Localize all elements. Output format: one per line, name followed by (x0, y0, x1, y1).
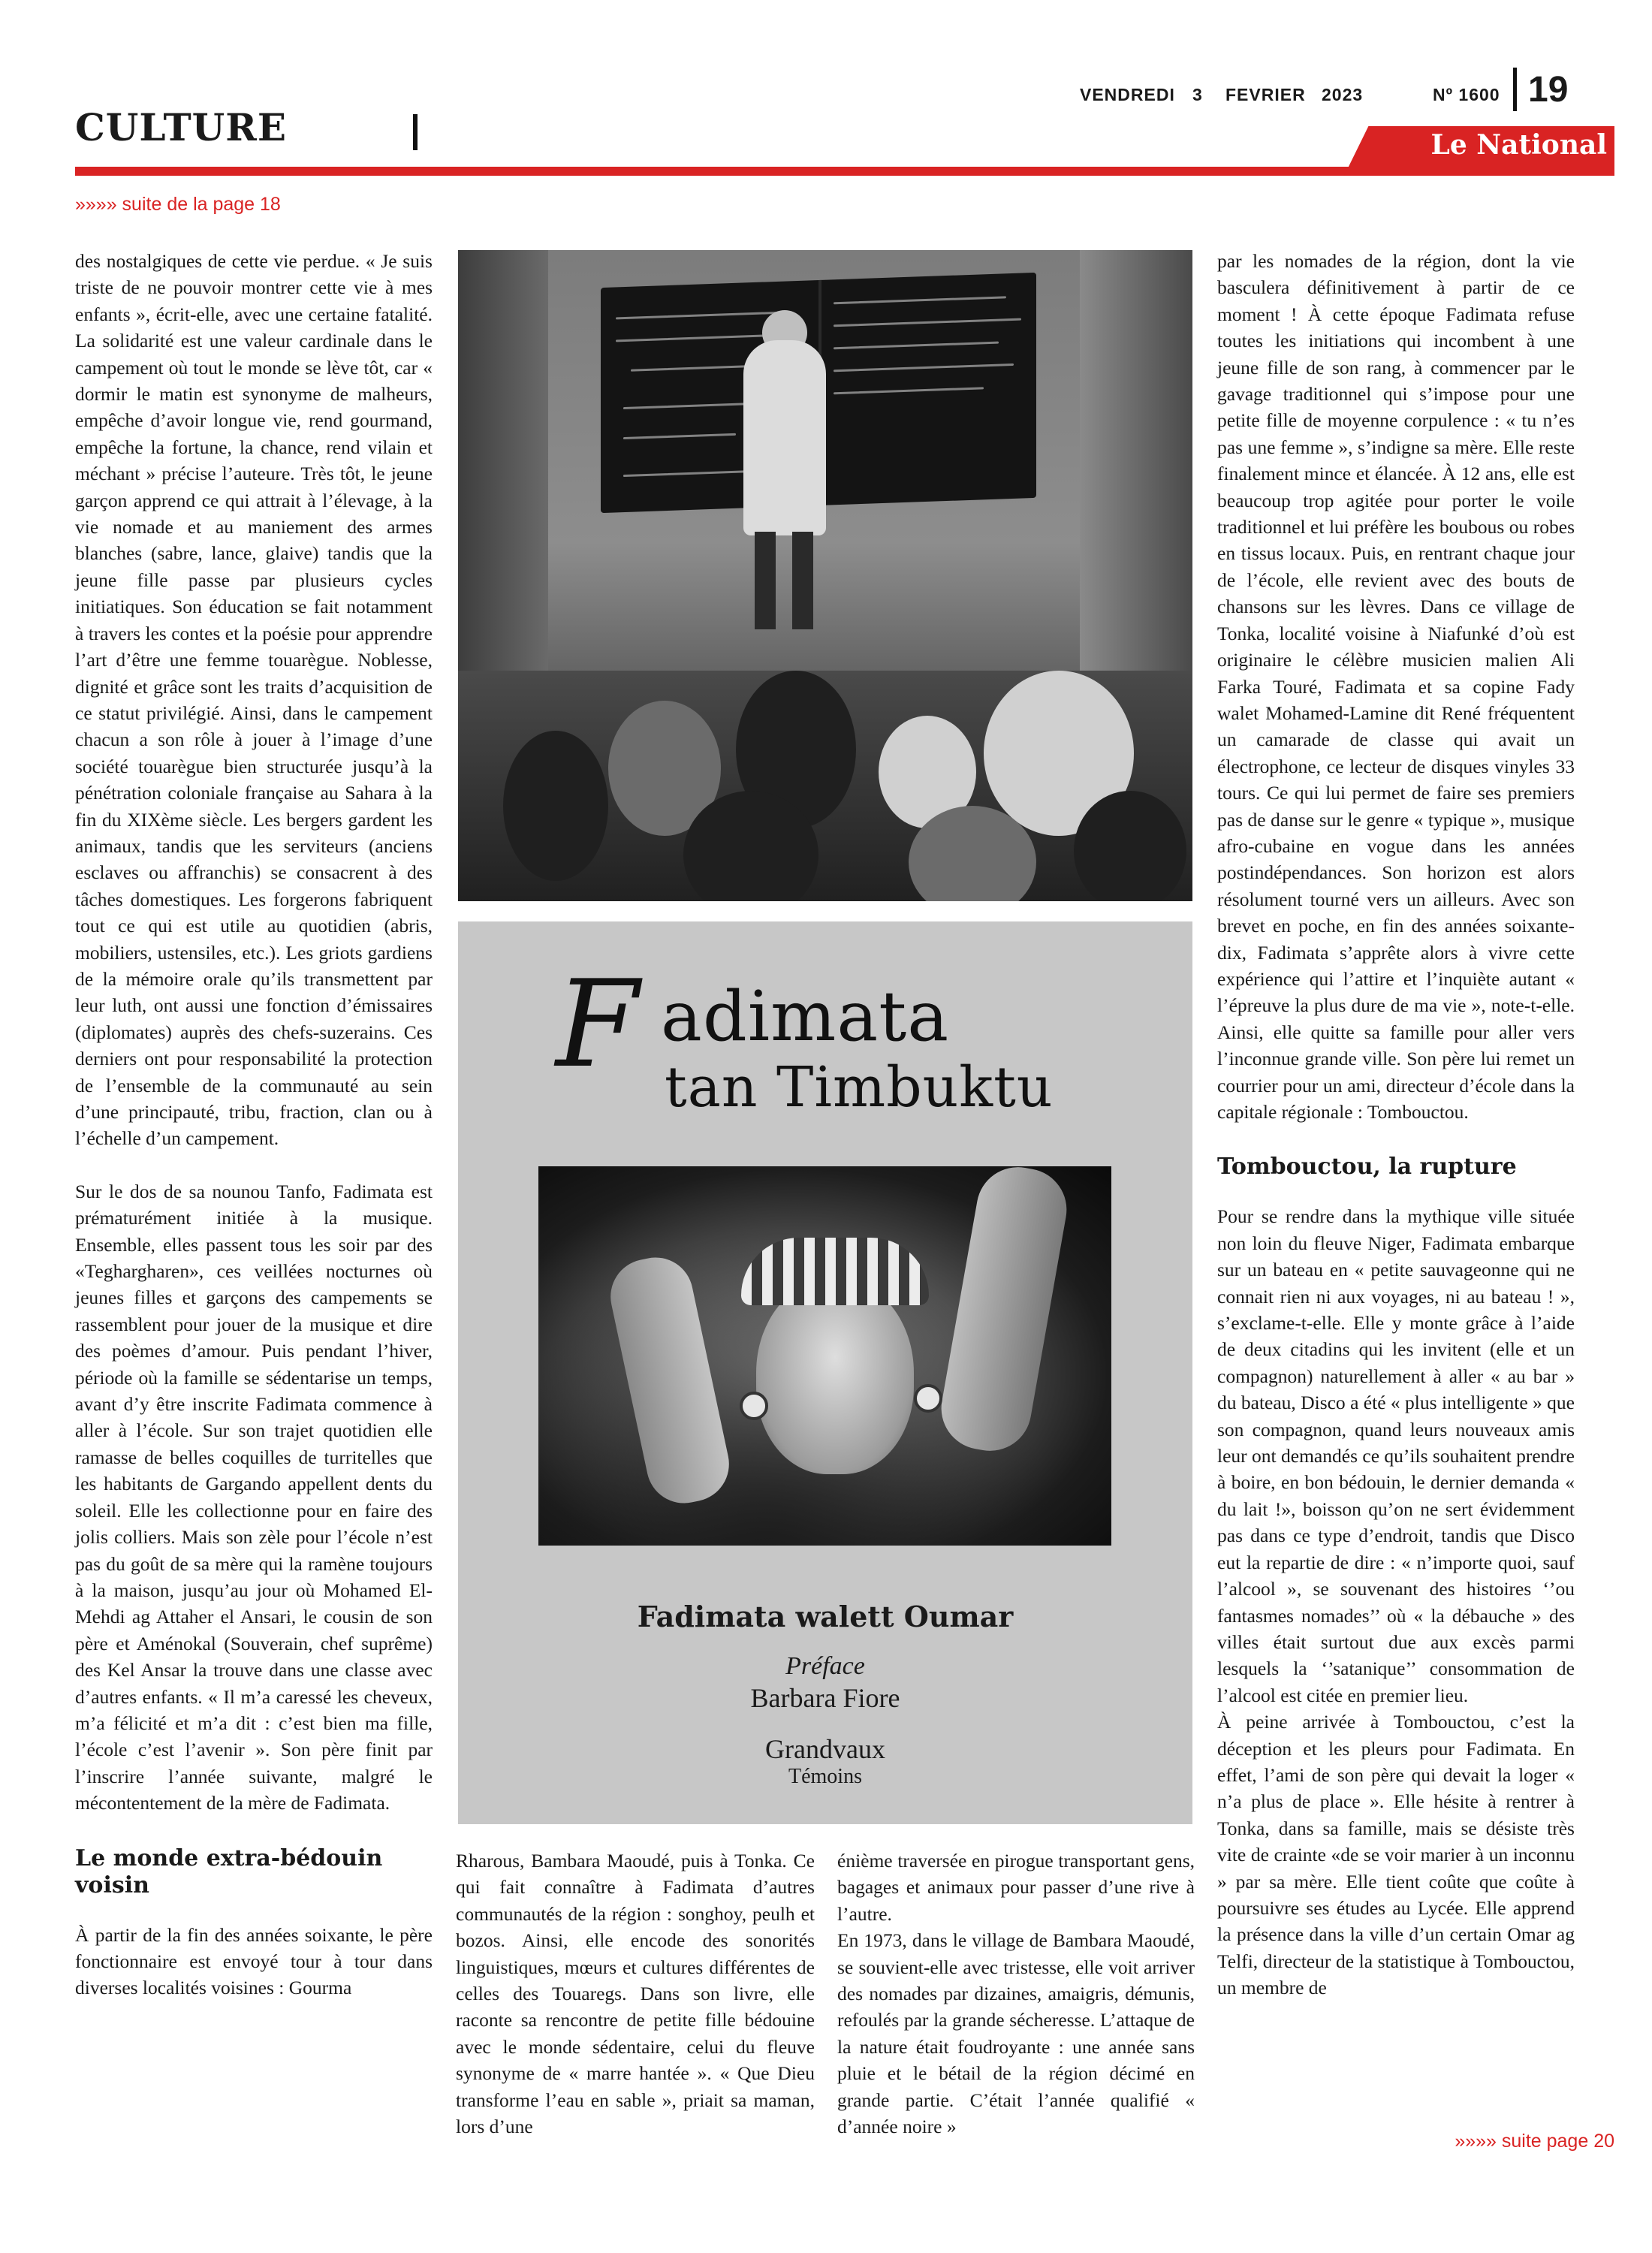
subheading: Le monde extra-bédouin voisin (75, 1844, 383, 1899)
cover-subtitle: tan Timbuktu (665, 1055, 1054, 1120)
page-number-divider (1513, 68, 1517, 111)
photo-wall (458, 250, 548, 701)
paragraph: Rharous, Bambara Maoudé, puis à Tonka. Ce qui fait connaître à Fadimata d’autres communautés de la région : songhoy, peulh et bozos. Ainsi, elle encode des sonorités linguistiques, mœurs et cultures différentes de celles des Touaregs. Dans son livre, elle raconte sa rencontre de petite fille bédouine avec le monde sédentaire, celui du fleuve synonyme de « marre hantée ». « Que Dieu transforme l’eau en sable », priait sa maman, lors d’une (456, 1850, 815, 2138)
photo-wall (1080, 250, 1192, 731)
portrait-face (756, 1279, 914, 1474)
student-figure (503, 731, 608, 881)
paragraph: des nostalgiques de cette vie perdue. « Je suis triste de ne pouvoir montrer cette vie à mes enfants », écrit-elle, avec une certaine fatalité. La solidarité est une valeur cardinale dans le campement où tout le monde se lève tôt, car « dormir le matin est synonyme de malheurs, empêche d’avoir longue vie, rend gourmand, empêche la fortune, la chance, rend vilain et méchant » précise l’auteure. Très tôt, le jeune garçon apprend ce qui attrait à l’élevage, à la vie nomade et au maniement des armes blanches (sabre, lance, glaive) tandis que la jeune fille passe par plusieurs cycles initiatiques. Son éducation se fait notamment à travers les contes et la poésie pour apprendre l’art d’être une femme touarègue. Noblesse, dignité et grâce sont les traits d’acquisition de ce statut privilégié. Ainsi, dans le campement chacun a son rôle à jouer à l’image d’une société touarègue bien structurée jusqu’à la pénétration coloniale française au Sahara à la fin du XIXème siècle. Les bergers gardent les animaux, tandis que les serviteurs (anciens esclaves ou affranchis) se consacrent à des tâches domestiques. Les forgerons fabriquent tout ce qui est utile au quotidien (abris, mobiliers, ustensiles, etc.). Les griots gardiens de la mémoire orale qu’ils transmettent par leur luth, ont aussi une fonction d’émissaires (diplomates) auprès des chefs-suzerains. Ces derniers ont pour responsabilité la protection de l’ensemble de la communauté au sein d’une principauté, tribu, fraction, clan ou à l’échelle d’un campement. (75, 250, 433, 1150)
article-column-2 (456, 1847, 815, 2140)
paragraph: En 1973, dans le village de Bambara Maoudé, se souvient-elle avec tristesse, elle voit arriver des nomades par dizaines, amaigris, démunis, refoulés par la grande sécheresse. L’attaque de la nature était foudroyante : une année sans pluie et le bétail de la région décimé en grande partie. C’était l’année qualifié « d’année noire » (837, 1929, 1195, 2138)
portrait-earring (914, 1384, 942, 1413)
header-year: 2023 (1322, 85, 1364, 104)
paragraph: par les nomades de la région, dont la vie basculera définitivement à partir de ce moment ! À cette époque Fadimata refuse toutes les initiations qui incombent à une jeune fille de son rang, à commencer par le gavage traditionnel qui s’impose pour une petite fille de moyenne corpulence : « tu n’es pas une femme », s’indigne sa mère. Elle reste finalement mince et élancée. À 12 ans, elle est beaucoup trop agitée pour porter le voile traditionnel et lui préfère les boubous ou robes en tissus locaux. Puis, en rentrant chaque jour de l’école, elle revient avec des bouts de chansons sur les lèvres. Dans ce village de Tonka, localité voisine à Niafunké d’où est originaire le célèbre musicien malien Ali Farka Touré, Fadimata et sa copine Fady walet Mohamed-Lamine dit René fréquentent un camarade de classe qui avait un électrophone, ce lecteur de disques vinyles 33 tours. Ce qui lui permet de faire ses premiers pas de danse sur le genre « typique », musique afro-cubaine en vogue dans les années postindépendances. Son horizon est alors résolument tourné vers un ailleurs. Avec son brevet en poche, en fin des années soixante-dix, Fadimata s’apprête alors à vivre cette expérience qui l’attire et l’inquiète autant « l’épreuve la plus dure de ma vie », note-t-elle. Ainsi, elle quitte sa famille pour aller vers l’inconnue grande ville. Son père lui remet un courrier pour un ami, directeur d’école dans la capitale régionale : Tombouctou. (1217, 250, 1575, 1123)
paragraph: Sur le dos de sa nounou Tanfo, Fadimata est prématurément initiée à la musique. Ensemble, elles passent tous les soir par des «Teghargharen», ces veillées nocturnes où jeunes filles et garçons des campements se rassemblent pour jouer de la musique et dire des poèmes d’amour. Puis pendant l’hiver, période où la famille se sédentarise un temps, avant d’y être inscrite Fadimata commence à aller à l’école. Sur son trajet quotidien elle ramasse de belles coquilles de turritelles que les habitants de Gargando appellent dents du soleil. Elle les collectionne pour en faire des jolis colliers. Mais son zèle pour l’école n’est pas du goût de sa mère qui la ramène toujours à la maison, jusqu’au jour où Mohamed El-Mehdi ag Attaher el Ansari, le cousin de son père et Aménokal (Souverain, chef suprême) des Kel Ansar la trouve dans une classe avec d’autres enfants. « Il m’a caressé les cheveux, m’a félicité et m’a dit : c’est bien ma fille, l’école c’est l’avenir ». Son père finit par l’inscrire l’année suivante, malgré le mécontentement de la mère de Fadimata. (75, 1180, 433, 1814)
paragraph: À peine arrivée à Tombouctou, c’est la déception et les pleurs pour Fadimata. En effet, l’ami de son père qui devait la loger « n’a plus de place ». Elle hésite à rentrer à Tonka, dans sa famille, mais se désiste très vite de crainte «de se voir marier à un inconnu » par sa mère. Elle tient coûte que coûte à poursuivre ses études au Lycée. Elle apprend la présence dans la ville d’un certain Omar ag Telfi, directeur de la statistique à Tombouctou, un membre de (1217, 1711, 1575, 1999)
cover-preface-name: Barbara Fiore (750, 1683, 900, 1713)
continued-from-link: »»»» suite de la page 18 (75, 194, 281, 215)
cover-publisher: Grandvaux (765, 1734, 885, 1764)
header-issue: Nº 1600 (1433, 85, 1500, 104)
article-column-4 (1217, 248, 1575, 2001)
cover-title-initial: F (556, 954, 640, 1094)
continued-to-link: »»»» suite page 20 (1455, 2131, 1614, 2152)
subheading: Tombouctou, la rupture (1217, 1154, 1517, 1181)
portrait-earring (740, 1392, 768, 1420)
teacher-figure (743, 340, 826, 535)
cover-title: adimata (661, 976, 950, 1057)
teacher-figure (792, 532, 813, 629)
section-title: CULTURE (75, 105, 287, 149)
cover-preface-label: Préface (785, 1652, 865, 1680)
brand-name: Le National (1430, 129, 1607, 161)
student-figure (1074, 791, 1186, 901)
section-divider (413, 114, 418, 150)
teacher-figure (755, 532, 776, 629)
article-column-1 (75, 248, 433, 2001)
paragraph: Pour se rendre dans la mythique ville située non loin du fleuve Niger, Fadimata embarque sur un bateau en « petite sauvageonne qui ne connait rien ni aux voyages, ni au bateau ! », s’exclame-t-elle. Elle y monte grâce à l’aide de deux citadins qui les invitent (elle et un compagnon) naturellement à aller « au bar » du bateau, Disco a été « plus intelligente » que son compagnon, quand leurs nouveaux amis leur ont demandés ce qu’ils souhaitent prendre à boire, en bon bédouin, le dernier demanda « du lait !», boisson qu’on ne sert évidemment pas dans ce type d’endroit, tandis que Disco eut la repartie de dire : « n’importe quoi, sauf l’alcool », se souvenant des histoires ‘’ou fantasmes nomades’’ où « la débauche » des villes était surtout due aux excès parmi lesquels la ‘’satanique’’ consommation de l’alcool est citée en premier lieu. (1217, 1205, 1575, 1706)
cover-collection: Témoins (788, 1765, 862, 1788)
header-month: FEVRIER (1225, 85, 1306, 104)
page-number: 19 (1528, 70, 1569, 110)
cover-author: Fadimata walett Oumar (637, 1600, 1014, 1633)
portrait-headdress (741, 1238, 929, 1305)
article-column-3 (837, 1847, 1195, 2140)
classroom-photo (458, 250, 1192, 901)
header-date-day: 3 (1192, 85, 1203, 104)
paragraph: énième traversée en pirogue transportant gens, bagages et animaux pour passer d’une rive à l’autre. (837, 1850, 1195, 1925)
author-portrait (538, 1166, 1111, 1546)
header-day: VENDREDI (1080, 85, 1175, 104)
paragraph: À partir de la fin des années soixante, le père fonctionnaire est envoyé tour à tour dans diverses localités voisines : Gourma (75, 1923, 433, 1999)
